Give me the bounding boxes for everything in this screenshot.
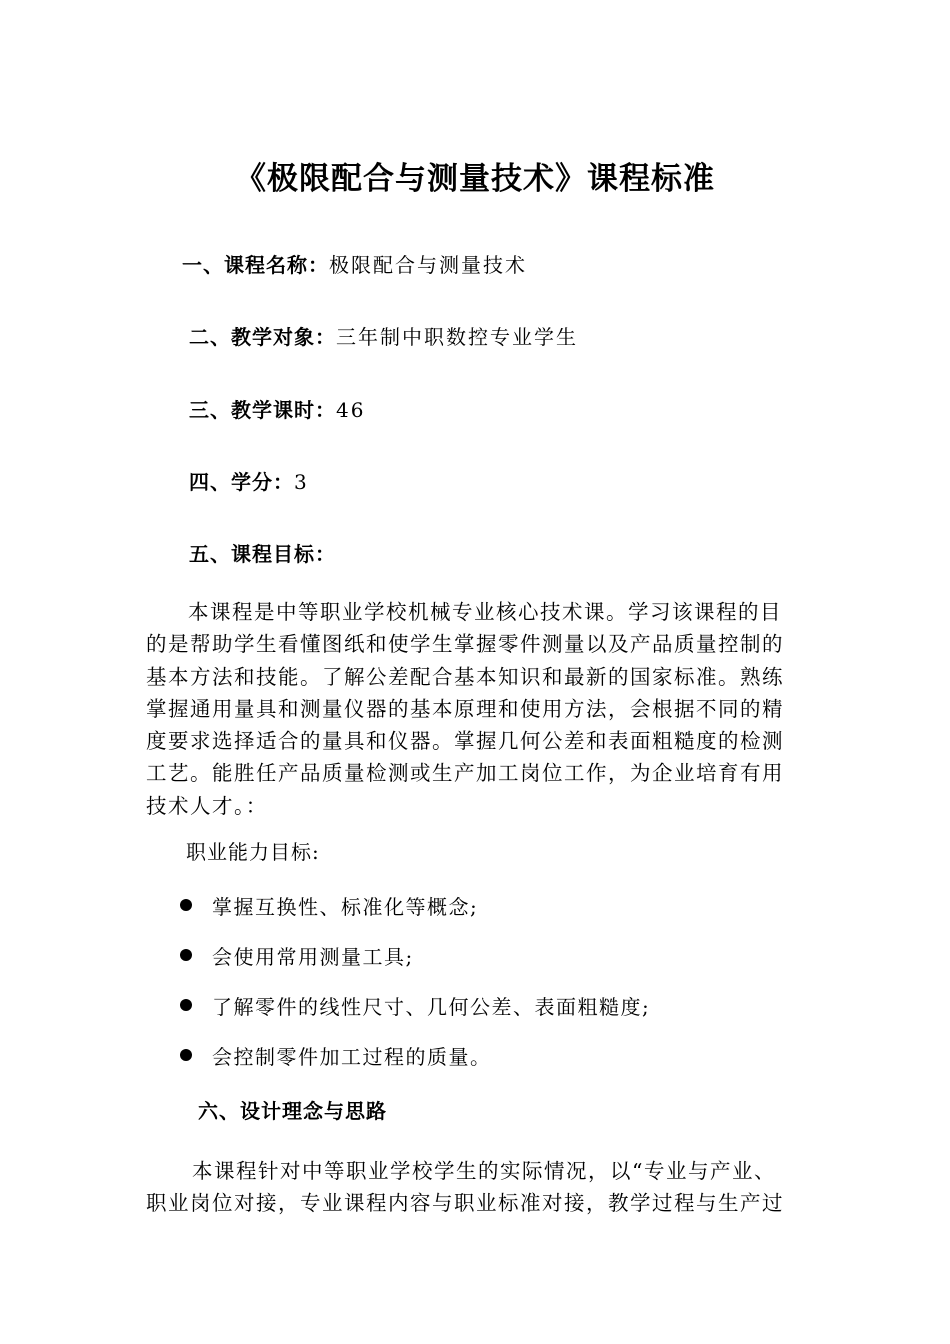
paragraph-line: 掌握通用量具和测量仪器的基本原理和使用方法，会根据不同的精 — [146, 696, 784, 721]
bullet-icon — [180, 999, 192, 1011]
field-label: 四、学分： — [189, 470, 294, 494]
field-label: 一、课程名称： — [182, 253, 329, 277]
field-teaching-hours — [189, 393, 365, 427]
field-value: 三年制中职数控专业学生 — [336, 325, 578, 349]
paragraph-line: 技术人才。： — [146, 793, 268, 818]
list-item-text: 会控制零件加工过程的质量。 — [212, 1044, 492, 1069]
field-label: 三、教学课时： — [189, 398, 336, 422]
list-item — [176, 980, 650, 1030]
field-course-goal — [189, 537, 336, 571]
paragraph-line: 工艺。能胜任产品质量检测或生产加工岗位工作，为企业培育有用 — [146, 761, 784, 786]
paragraph-line: 职业岗位对接，专业课程内容与职业标准对接，教学过程与生产过 — [146, 1191, 784, 1216]
ability-goals-heading: 职业能力目标: — [186, 840, 320, 864]
document-title: 《极限配合与测量技术》课程标准 — [235, 161, 715, 197]
section-six-paragraph — [146, 1155, 796, 1220]
bullet-icon — [180, 899, 192, 911]
field-credits — [189, 465, 309, 499]
field-label: 二、教学对象： — [189, 325, 336, 349]
list-item-text: 会使用常用测量工具; — [212, 944, 414, 969]
paragraph-line: 本课程是中等职业学校机械专业核心技术课。学习该课程的目 — [188, 600, 782, 624]
ability-goals-list — [176, 880, 650, 1080]
list-item — [176, 880, 650, 930]
section-six-heading: 六、设计理念与思路 — [198, 1099, 387, 1123]
list-item-text: 掌握互换性、标准化等概念; — [212, 894, 479, 919]
field-teaching-target — [189, 320, 578, 354]
bullet-icon — [180, 1049, 192, 1061]
field-course-name — [182, 248, 527, 282]
field-value: 3 — [294, 470, 309, 494]
goal-paragraph — [146, 596, 796, 822]
field-value: 极限配合与测量技术 — [329, 253, 527, 277]
field-value: 46 — [336, 398, 366, 422]
paragraph-line: 度要求选择适合的量具和仪器。掌握几何公差和表面粗糙度的检测 — [146, 729, 784, 754]
list-item — [176, 930, 650, 980]
paragraph-line: 基本方法和技能。了解公差配合基本知识和最新的国家标准。熟练 — [146, 664, 784, 689]
list-item — [176, 1030, 650, 1080]
paragraph-line: 的是帮助学生看懂图纸和使学生掌握零件测量以及产品质量控制的 — [146, 632, 784, 657]
paragraph-line: 本课程针对中等职业学校学生的实际情况，以“专业与产业、 — [192, 1159, 776, 1183]
list-item-text: 了解零件的线性尺寸、几何公差、表面粗糙度; — [212, 994, 651, 1019]
field-label: 五、课程目标： — [189, 542, 336, 566]
bullet-icon — [180, 949, 192, 961]
